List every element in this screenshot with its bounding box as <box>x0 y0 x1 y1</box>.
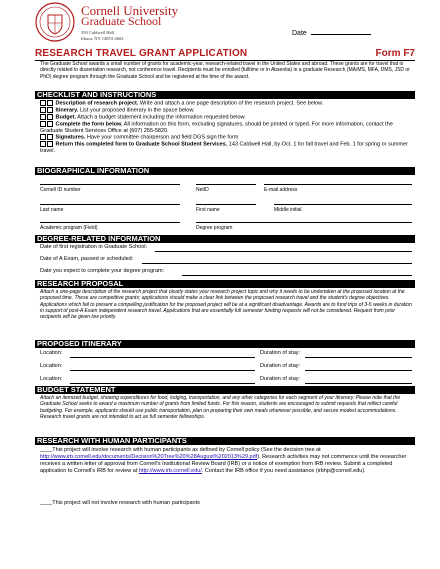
checklist-item-text: Write and attach a one page description of the research project. See below. <box>138 100 324 107</box>
duration-label: Duration of stay: <box>260 363 301 369</box>
checklist-item-title: Return this completed form to Graduate School Student Services <box>55 141 226 148</box>
university-name: Cornell University <box>81 3 179 18</box>
a-exam-line[interactable] <box>142 263 412 264</box>
form-title: RESEARCH TRAVEL GRANT APPLICATION <box>35 48 248 59</box>
first-registration-line[interactable] <box>155 251 412 252</box>
human-heading: RESEARCH WITH HUMAN PARTICIPANTS <box>35 437 415 445</box>
location-line[interactable] <box>70 383 255 384</box>
duration-label: Duration of stay: <box>260 376 301 382</box>
academic-program-line[interactable] <box>40 222 180 223</box>
title-row <box>35 48 415 61</box>
checkbox-icon[interactable] <box>47 107 53 113</box>
address-line-2: Ithaca, NY 14853-2602 <box>81 35 124 41</box>
checklist-item-text: Attach a budget statement including the information requested below. <box>76 114 246 121</box>
date-label: Date <box>292 30 307 37</box>
budget-text: Attach an itemized budget, showing expenditures for food, lodging, transportation, and any other categories for each segment of your itinerary. Please note that the Graduate School seeks to award a maximum number of grants from limited funds. For this reason, students are encouraged to submit requests that reflect careful budgeting. For example, applicants should use public transportation, plan on preparing their own meals whenever possible, and secure modest accommodations. Research travel grants are not intended to act as full semester fellowships. <box>40 395 401 420</box>
checklist-item[interactable] <box>40 141 415 154</box>
checklist-item[interactable] <box>40 107 415 114</box>
middle-initial-line[interactable] <box>274 204 412 205</box>
checklist-item-title: Signatures. <box>55 134 86 141</box>
form-number: Form F7 <box>375 48 415 59</box>
checklist <box>40 100 415 155</box>
middle-initial-label: Middle initial <box>274 207 302 213</box>
checkbox-icon[interactable] <box>47 141 53 147</box>
human-option-yes[interactable]: ____This project will involve research with human participants as defined by Cornell policy (See the decision tree at <box>40 447 321 453</box>
cornell-id-label: Cornell ID number <box>40 187 81 193</box>
degree-heading: DEGREE-RELATED INFORMATION <box>35 235 415 243</box>
email-label: E-mail address <box>264 187 298 193</box>
irb-decision-tree-link[interactable]: http://www.irb.cornell.edu/documents/Decision%20Tree%20%28August%202013%29.pdf <box>40 454 258 460</box>
degree-program-line[interactable] <box>196 222 412 223</box>
location-line[interactable] <box>70 370 255 371</box>
checklist-item-title: Budget. <box>55 114 77 121</box>
checklist-item-text: , 143 Caldwell Hall, by Oct. 1 for fall travel and Feb. 1 for spring or summer travel. <box>40 141 408 155</box>
checkbox-icon[interactable] <box>40 107 46 113</box>
checkbox-icon[interactable] <box>47 121 53 127</box>
checklist-item-title: Complete the form below. <box>55 121 123 128</box>
checkbox-icon[interactable] <box>40 121 46 127</box>
proposal-text: Attach a one-page description of the research project that clearly states your research project topic and why it needs to be undertaken at the proposed location at the proposed time. These are competitive grants; applications should make a clear link between the proposed research travel and the student's degree objectives. Applications which fail to present a compelling justification for the proposed project will be at a significant disadvantage. Awards are to fund trips of 3-5 weeks in duration in support of post-A Exam independent research travel. Applications that are essentially full semester funding requests will not be considered. Request from prior recipients will be given low priority. <box>40 289 412 321</box>
human-option-no[interactable]: ____This project will not involve research with human participants <box>40 500 200 506</box>
checkbox-icon[interactable] <box>40 100 46 106</box>
netid-label: NetID <box>196 187 209 193</box>
checkbox-icon[interactable] <box>47 100 53 106</box>
checklist-item-title: Description of research project. <box>55 100 139 107</box>
proposal-heading: RESEARCH PROPOSAL <box>35 280 415 288</box>
checklist-item-text: All information on this form, excluding signatures, should be printed or typed. For more information, contact the Graduate Student Services Office at (607) 255-5820. <box>40 121 393 134</box>
budget-heading: BUDGET STATEMENT <box>35 386 415 394</box>
checklist-item-text: List your proposed itinerary in the space below. <box>78 107 195 114</box>
checklist-item[interactable] <box>40 100 415 107</box>
email-line[interactable] <box>264 184 412 185</box>
human-text-end: . Contact the IRB office if you need assistance (irbhp@cornell.edu). <box>201 468 366 474</box>
duration-line[interactable] <box>305 357 412 358</box>
checkbox-icon[interactable] <box>40 134 46 140</box>
address-line-1: 350 Caldwell Hall <box>81 30 114 35</box>
intro-paragraph: The Graduate School awards a small number of grants for academic-year, research-related travel in the United States and abroad. These grants are for travel that is directly related to dissertation research, not conference travel. Recipients must be enrolled (fulltime or in Absentia) in a graduate Research (MA/MS, MFA, DMS, JSD or PhD) degree program through the Graduate School and be registered at the time of the award. <box>40 61 410 80</box>
netid-line[interactable] <box>196 184 256 185</box>
address <box>81 30 123 41</box>
checkbox-icon[interactable] <box>40 141 46 147</box>
checklist-item[interactable] <box>40 121 415 134</box>
checklist-item[interactable] <box>40 134 415 141</box>
location-line[interactable] <box>70 357 255 358</box>
first-registration-label: Date of first registration in Graduate School: <box>40 244 147 250</box>
last-name-label: Last name <box>40 207 64 213</box>
location-label: Location: <box>40 376 63 382</box>
location-label: Location: <box>40 350 63 356</box>
checkbox-icon[interactable] <box>47 134 53 140</box>
first-name-line[interactable] <box>196 204 256 205</box>
expected-complete-label: Date you expect to complete your degree program: <box>40 268 165 274</box>
date-line[interactable] <box>311 34 371 35</box>
location-label: Location: <box>40 363 63 369</box>
duration-line[interactable] <box>305 383 412 384</box>
expected-complete-line[interactable] <box>182 275 412 276</box>
last-name-line[interactable] <box>40 204 180 205</box>
human-participants-text <box>40 447 412 475</box>
human-text-mid: ). Research activities may not commence until the researcher receives a written letter of approval from Cornell's Institutional Review Board (IRB) or a notice of exemption from IRB review. Submit a completed application to Cornell's IRB for review at <box>40 454 407 474</box>
date-field[interactable] <box>292 30 371 37</box>
duration-line[interactable] <box>305 370 412 371</box>
school-name: Graduate School <box>81 14 162 28</box>
checklist-item-title: Itinerary. <box>55 107 79 114</box>
cornell-seal-icon <box>35 2 75 42</box>
checklist-item[interactable] <box>40 114 415 121</box>
checklist-item-text: Have your committee chairperson and field DGS sign the form <box>85 134 239 141</box>
bio-heading: BIOGRAPHICAL INFORMATION <box>35 167 415 175</box>
first-name-label: First name <box>196 207 220 213</box>
checklist-heading: CHECKLIST AND INSTRUCTIONS <box>35 91 415 99</box>
academic-program-label: Academic program (Field) <box>40 225 98 231</box>
duration-label: Duration of stay: <box>260 350 301 356</box>
irb-website-link[interactable]: http://www.irb.cornell.edu/ <box>138 468 202 474</box>
letterhead <box>35 2 415 44</box>
checkbox-icon[interactable] <box>40 114 46 120</box>
itinerary-heading: PROPOSED ITINERARY <box>35 340 415 348</box>
a-exam-label: Date of A Exam, passed or scheduled: <box>40 256 134 262</box>
cornell-id-line[interactable] <box>40 184 180 185</box>
degree-program-label: Degree program <box>196 225 233 231</box>
checkbox-icon[interactable] <box>47 114 53 120</box>
